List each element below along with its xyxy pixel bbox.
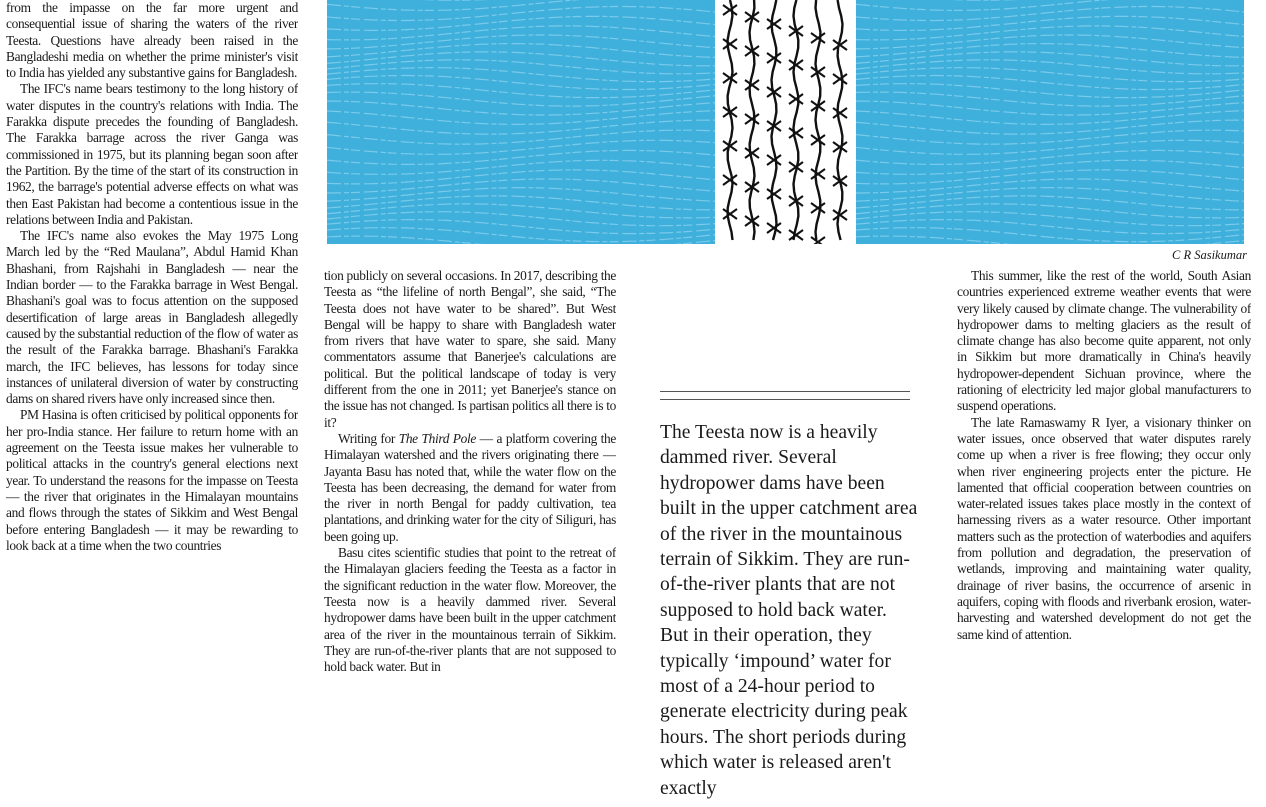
barbed-wire-icon [723, 0, 847, 244]
paragraph: from the impasse on the far more urgent and consequential issue of sharing the waters of the river Teesta. Questions have already been raised in the Bangladeshi media on whether the prime minister's visit to India has yielded any substantive gains for Bangladesh. [6, 0, 298, 81]
water-panel-left [327, 0, 715, 244]
pullquote-rule [660, 391, 910, 392]
article-column-2 [324, 268, 616, 807]
paragraph: The late Ramaswamy R Iyer, a visionary thinker on water issues, once observed that water disputes rarely come up when a river is free flowing; they occur only when river engineering projects enter the picture. He lamented that official cooperation between countries on water-related issues takes place mostly in the context of harnessing rivers as a water resource. Other important matters such as the protection of waterbodies and aquifers from pollution and degradation, the preservation of wetlands, improving and maintaining water quality, drainage of river basins, the occurrence of arsenic in aquifers, coping with floods and riverbank erosion, water-harvesting and watershed development do not get the same kind of attention. [957, 414, 1251, 642]
paragraph: PM Hasina is often criticised by political opponents for her pro-India stance. Her failure to return home with an agreement on the Teesta issue makes her vulnerable to political attacks in the country's general elections next year. To understand the reasons for the impasse on Teesta — the river that originates in the Himalayan mountains and flows through the states of Sikkim and West Bengal before entering Bangladesh — it may be rewarding to look back at a time when the two countries [6, 407, 298, 553]
paragraph: This summer, like the rest of the world, South Asian countries experienced extreme weather events that were very likely caused by climate change. The vulnerability of hydropower dams to melting glaciers as the result of climate change has also become quite apparent, not only in Sikkim but more dramatically in China's heavily hydropower-dependent Sichuan province, where the rationing of electricity led major global manufacturers to suspend operations. [957, 268, 1251, 414]
paragraph: Writing for The Third Pole — a platform covering the Himalayan watershed and the rivers originating there — Jayanta Basu has noted that, while the water flow on the Teesta has been decreasing, the demand for water from the river in north Bengal for paddy cultivation, tea plantations, and drinking water for the city of Siliguri, has been going up. [324, 430, 616, 544]
paragraph: The IFC's name bears testimony to the long history of water disputes in the country's relations with India. The Farakka dispute precedes the founding of Bangladesh. The Farakka barrage across the river Ganga was commissioned in 1975, but its planning began soon after the Partition. By the time of the start of its construction in 1962, the barrage's potential adverse effects on what was then East Pakistan had become a contentious issue in the relations between India and Pakistan. [6, 81, 298, 227]
pullquote-rule [660, 399, 910, 400]
pullquote: The Teesta now is a heavily dammed river. Several hydropower dams have been built in the upper catchment area of the river in the mountainous terrain of Sikkim. They are run-of-the-river plants that are not supposed to hold back water. But in their operation, they typically ‘impound’ water for most of a 24-hour period to generate electricity during peak hours. The short periods during which water is released aren't exactly [660, 422, 918, 799]
paragraph: Basu cites scientific studies that point to the retreat of the Himalayan glaciers feeding the Teesta as a factor in the significant reduction in the water flow. Moreover, the Teesta now is a heavily dammed river. Several hydropower dams have been built in the upper catchment area of the river in the mountainous terrain of Sikkim. They are run-of-the-river plants that are not supposed to hold back water. But in [324, 545, 616, 675]
paragraph: The IFC's name also evokes the May 1975 Long March led by the “Red Maulana”, Abdul Hamid Khan Bhashani, from Rajshahi in Bangladesh — near the Indian border — to the Farakka barrage in West Bengal. Bhashani's goal was to focus attention on the supposed desertification of large areas in Bangladesh allegedly caused by the substantial reduction of the flow of water as the result of the Farakka barrage. Bhashani's Farakka march, the IFC believes, has lessons for today since instances of unilateral diversion of water by constructing dams on shared rivers have only increased since then. [6, 228, 298, 407]
article-column-1 [6, 0, 298, 807]
publication-name: The Third Pole [398, 430, 476, 446]
photo-credit: C R Sasikumar [1172, 248, 1247, 262]
water-panel-right [856, 0, 1244, 244]
paragraph: tion publicly on several occasions. In 2017, describing the Teesta as “the lifeline of north Bengal”, she said, “The Teesta does not have water to be shared”. But West Bengal will be happy to share with Bangladesh water from rivers that have water to spare, she said. Many commentators assume that Banerjee's calculations are political. But the political landscape of today is very different from the one in 2011; yet Banerjee's stance on the issue has not changed. Is partisan politics all there is to it? [324, 268, 616, 430]
illustration-river-barbed-wire [327, 0, 1244, 244]
article-column-4 [957, 268, 1251, 807]
